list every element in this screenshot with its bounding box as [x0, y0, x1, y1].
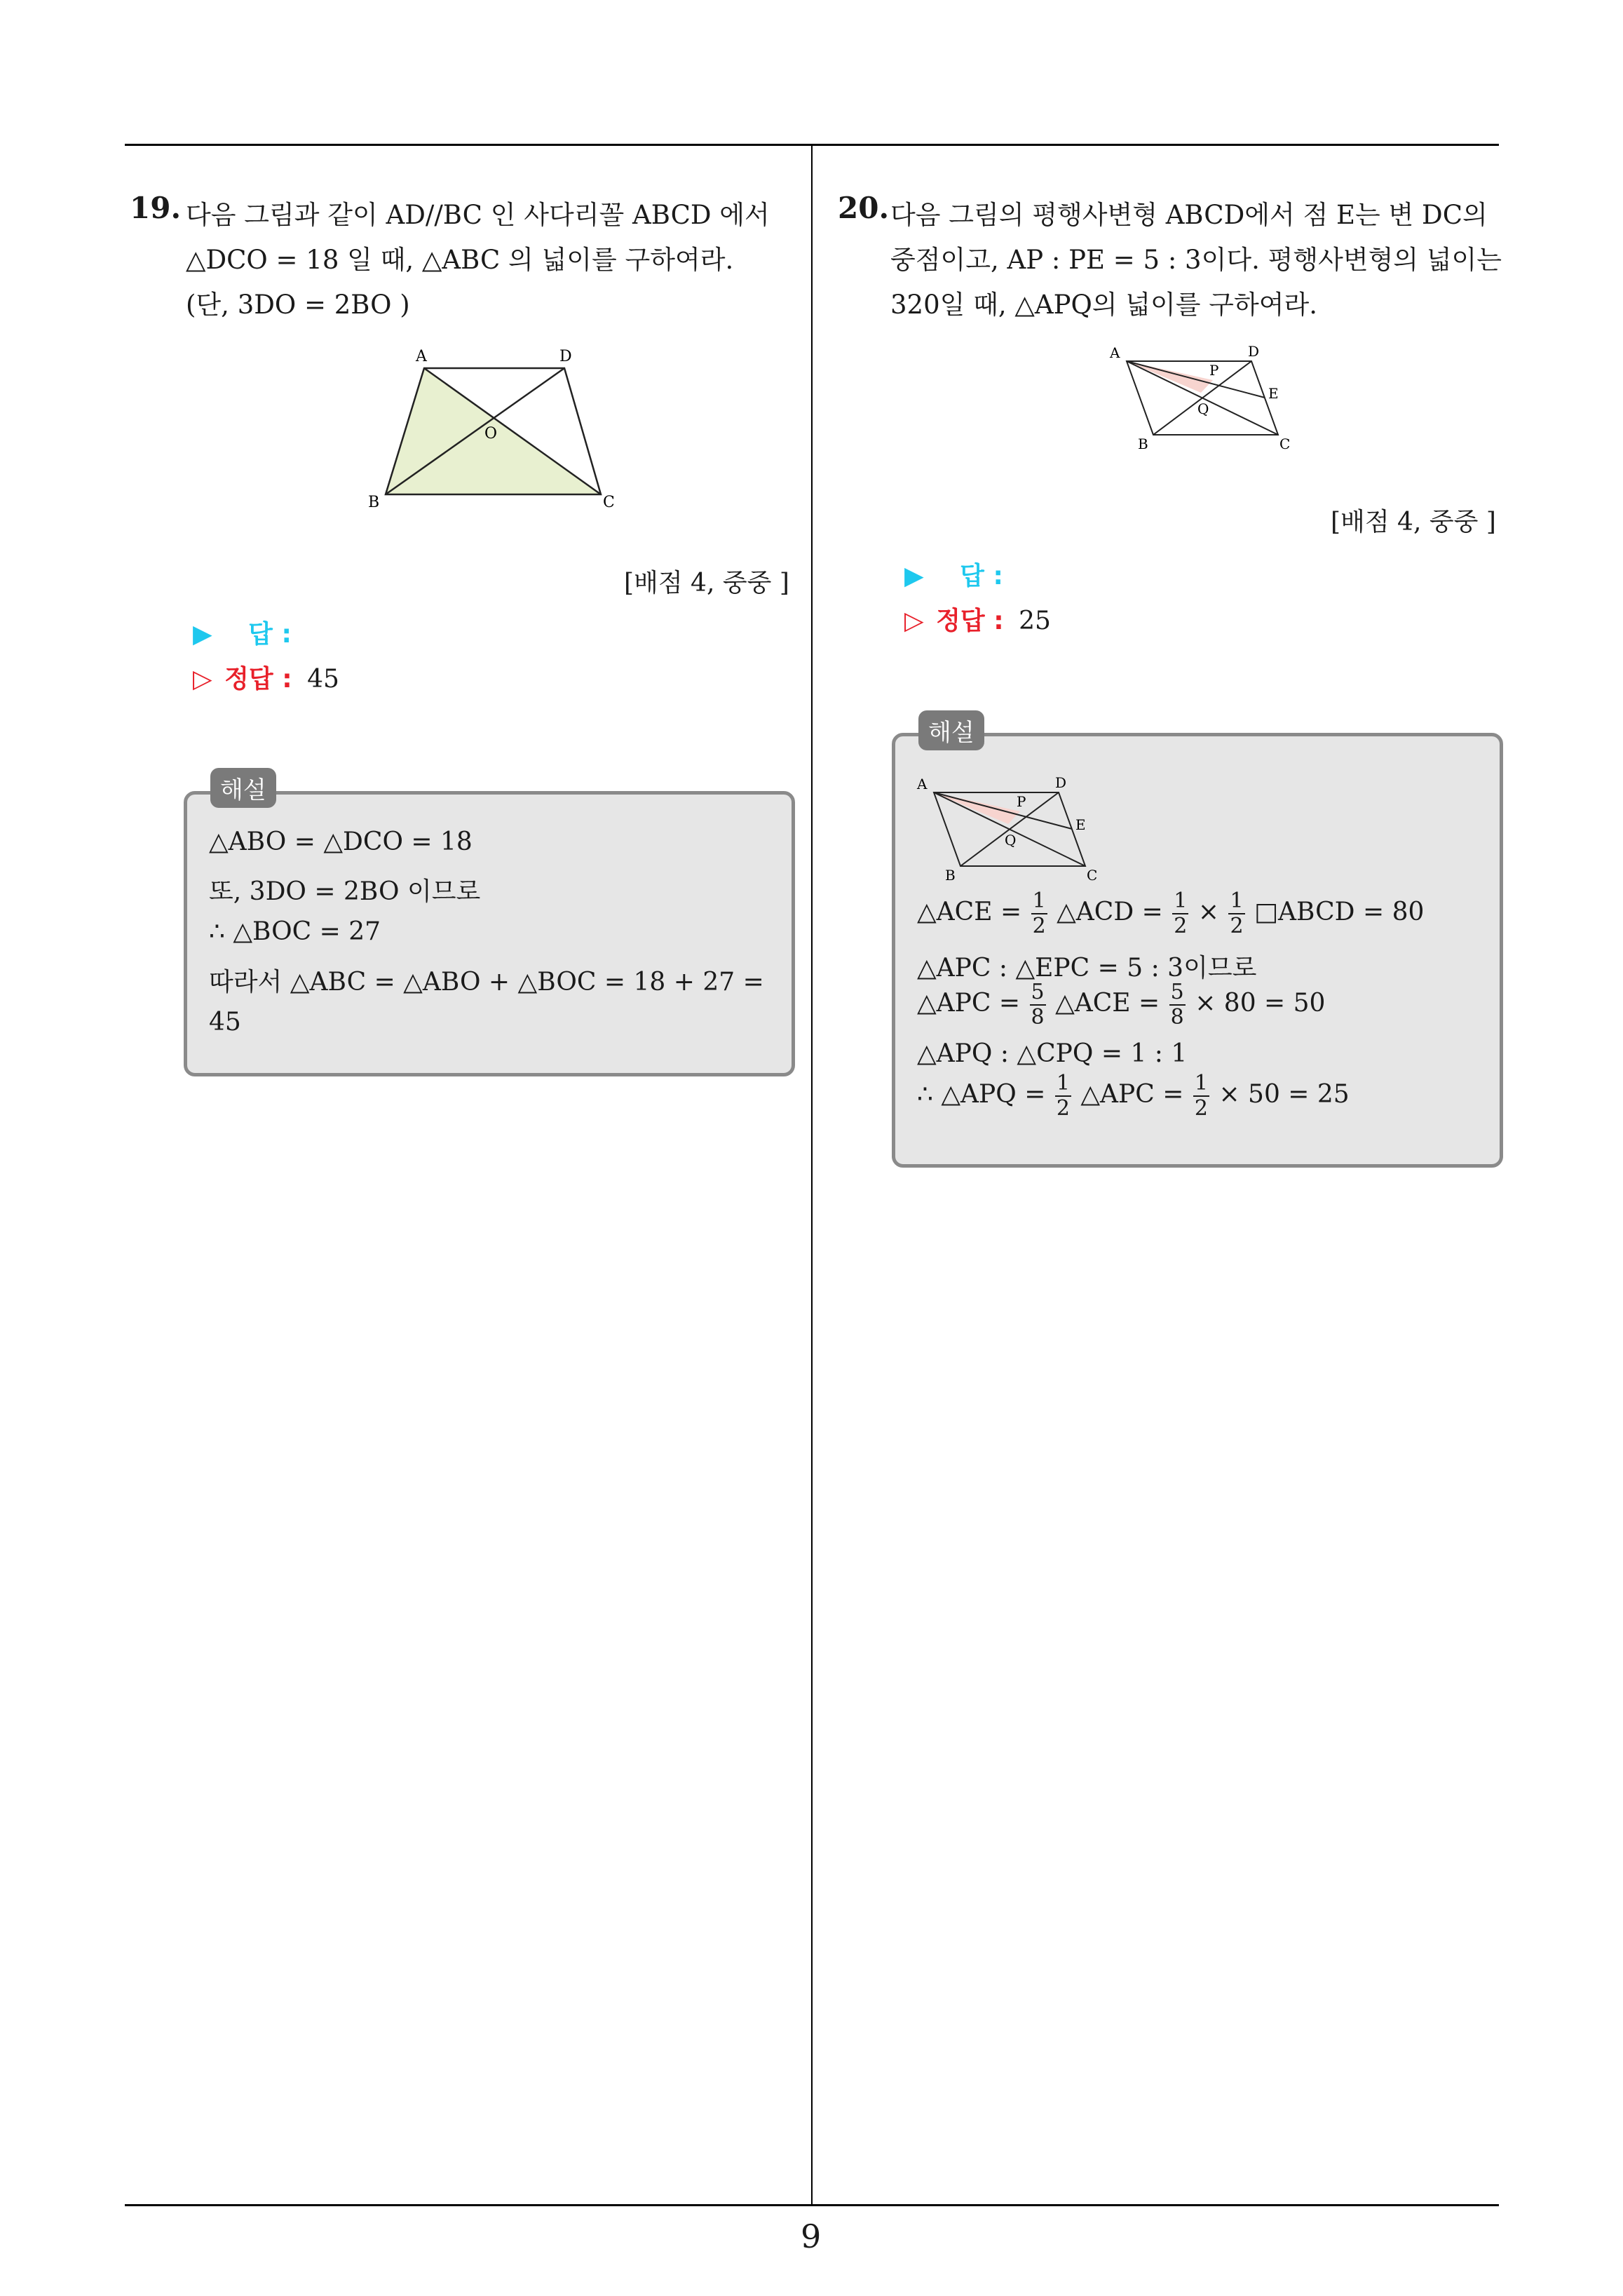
label-q: Q: [1197, 400, 1209, 417]
fraction-five-eighths: $\frac{5}{8}$: [1170, 980, 1184, 1029]
question-text-line-1: 다음 그림의 평행사변형 ABCD에서 점 E는 변 DC의: [890, 200, 1488, 230]
correct-answer-label: 정답 :: [936, 607, 1004, 635]
label-b: B: [945, 867, 956, 884]
question-text-line-3: (단, 3DO = 2BO ): [186, 290, 410, 320]
play-triangle-icon: ▶: [904, 562, 924, 590]
question-text-line-3: 320일 때, △APQ의 넓이를 구하여라.: [890, 290, 1318, 320]
correct-answer-label: 정답 :: [224, 665, 292, 694]
label-e: E: [1268, 385, 1279, 402]
label-d: D: [1055, 775, 1067, 791]
question-text-line-1: [186, 194, 770, 231]
solution-line-1: △ACE = $\frac{1}{2}$ △ACD = $\frac{1}{2}$ × $\frac{1}{2}$ □ABCD = 80: [917, 889, 1425, 938]
solution-line-3: ∴ △BOC = 27: [209, 917, 381, 946]
question-number: 20.: [838, 191, 890, 225]
fraction-half: $\frac{1}{2}$: [1032, 889, 1046, 938]
fraction-half: $\frac{1}{2}$: [1174, 889, 1188, 938]
label-d: D: [1248, 344, 1260, 360]
label-a: A: [416, 348, 427, 365]
label-c: C: [1279, 435, 1291, 452]
solution-line-3: △APC = $\frac{5}{8}$ △ACE = $\frac{5}{8}$ × 80 = 50: [917, 980, 1326, 1029]
label-e: E: [1075, 816, 1086, 833]
question-text-line-2: △DCO = 18 일 때, △ABC 의 넓이를 구하여라.: [186, 245, 734, 275]
answer-label: 답 :: [248, 620, 292, 649]
label-b: B: [1138, 435, 1148, 452]
page-number: 9: [801, 2217, 822, 2255]
question-text-line-2: 중점이고, AP : PE = 5 : 3이다. 평행사변형의 넓이는: [890, 245, 1502, 275]
label-a: A: [1110, 344, 1120, 361]
triangle-apq-shading: [934, 792, 1020, 824]
label-p: P: [1017, 793, 1026, 810]
solution-line-1: △ABO = △DCO = 18: [209, 828, 473, 856]
label-a: A: [917, 776, 928, 792]
answer-row: [904, 556, 1003, 592]
solution-tag: 해설: [210, 768, 276, 808]
score-info: [배점 4, 중중 ]: [624, 569, 789, 597]
label-b: B: [368, 494, 380, 511]
correct-answer-row: [193, 659, 339, 695]
trapezoid-figure: [361, 344, 627, 512]
fraction-half: $\frac{1}{2}$: [1230, 889, 1244, 938]
outline-triangle-icon: ▷: [904, 607, 924, 635]
outline-triangle-icon: ▷: [193, 665, 212, 694]
question-number: 19.: [130, 191, 182, 225]
label-d: D: [559, 348, 572, 365]
label-c: C: [603, 494, 615, 511]
score-info: [배점 4, 중중 ]: [1331, 508, 1496, 536]
answer-row: [193, 614, 292, 650]
solution-line-5: 45: [209, 1008, 241, 1036]
correct-answer-value: 25: [1019, 607, 1051, 635]
solution-parallelogram-figure: [911, 775, 1108, 887]
label-c: C: [1087, 867, 1098, 884]
answer-label: 답 :: [960, 562, 1003, 590]
triangle-apq-shading: [1127, 361, 1213, 393]
play-triangle-icon: ▶: [193, 620, 212, 649]
solution-line-4: △APQ : △CPQ = 1 : 1: [917, 1039, 1188, 1068]
fraction-five-eighths: $\frac{5}{8}$: [1031, 980, 1045, 1029]
correct-answer-value: 45: [307, 665, 339, 694]
fraction-half: $\frac{1}{2}$: [1194, 1071, 1208, 1121]
solution-line-2: △APC : △EPC = 5 : 3이므로: [917, 954, 1257, 982]
parallelogram-figure: [1104, 344, 1301, 456]
solution-line-5: ∴ △APQ = $\frac{1}{2}$ △APC = $\frac{1}{2}$ × 50 = 25: [917, 1071, 1350, 1121]
fraction-half: $\frac{1}{2}$: [1056, 1071, 1070, 1121]
correct-answer-row: [904, 601, 1051, 637]
question-text: 다음 그림과 같이 AD//BC 인 사다리꼴 ABCD 에서: [186, 200, 770, 230]
column-divider: [811, 144, 813, 2206]
solution-line-2: 또, 3DO = 2BO 이므로: [209, 877, 481, 906]
label-p: P: [1209, 362, 1219, 379]
label-o: O: [484, 425, 498, 443]
solution-tag: 해설: [918, 710, 984, 750]
bottom-rule: [125, 2204, 1499, 2206]
label-q: Q: [1005, 832, 1017, 849]
solution-line-4: 따라서 △ABC = △ABO + △BOC = 18 + 27 =: [209, 968, 764, 997]
